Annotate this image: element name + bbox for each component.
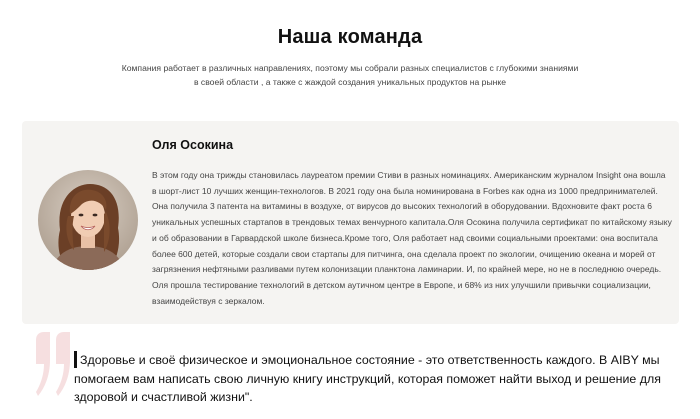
team-member-card <box>22 121 679 324</box>
woman-portrait-icon <box>38 170 138 270</box>
quote-text: Здоровье и своё физическое и эмоциональное состояние - это ответственность каждого. В AIBY мы помогаем вам написать свою личную книгу инструкций, которая поможет найти выход и решение для здоровой и счастливой жизни". <box>74 353 661 404</box>
avatar <box>38 170 138 270</box>
member-bio: В этом году она трижды становилась лауреатом премии Стиви в разных номинациях. Американским журналом Insight она вошла в шорт-лист 10 лучших женщин-технологов. В 2021 году она была номинирована в Forbes как одна из 1000 предпринимателей. Она получила 3 патента на витамины в воздухе, от вирусов до высоких технологий в оборудовании. Вдохновите факт роста 6 уникальных успешных стартапов в трендовых темах венчурного капитала.Оля Осокина получила сертификат по китайскому языку и об образовании в Гарвардской школе бизнеса.Кроме того, Оля работает над своими социальными проектами: она воспитала более 600 детей, которые создали свои стартапы для питчинга, она сделала проект по экологии, очищению океана и морей от загрязнения нефтяными разливами путем колонизации планктона ламинарии. И, по крайней мере, но не в последнюю очередь. Оля прошла тестирование технологий в детском аутичном центре в Европе, и 68% из них улучшили привычки социализации, взаимодействуя с зеркалом. <box>152 170 672 306</box>
section-subtitle: Компания работает в различных направлениях, поэтому мы собрали разных специалистов с глубокими знаниями в своей области , а также с жаждой создания уникальных продуктов на рынке <box>121 63 579 87</box>
section-title: Наша команда <box>277 26 423 48</box>
quote-icon <box>34 330 74 400</box>
member-name: Оля Осокина <box>152 138 234 152</box>
